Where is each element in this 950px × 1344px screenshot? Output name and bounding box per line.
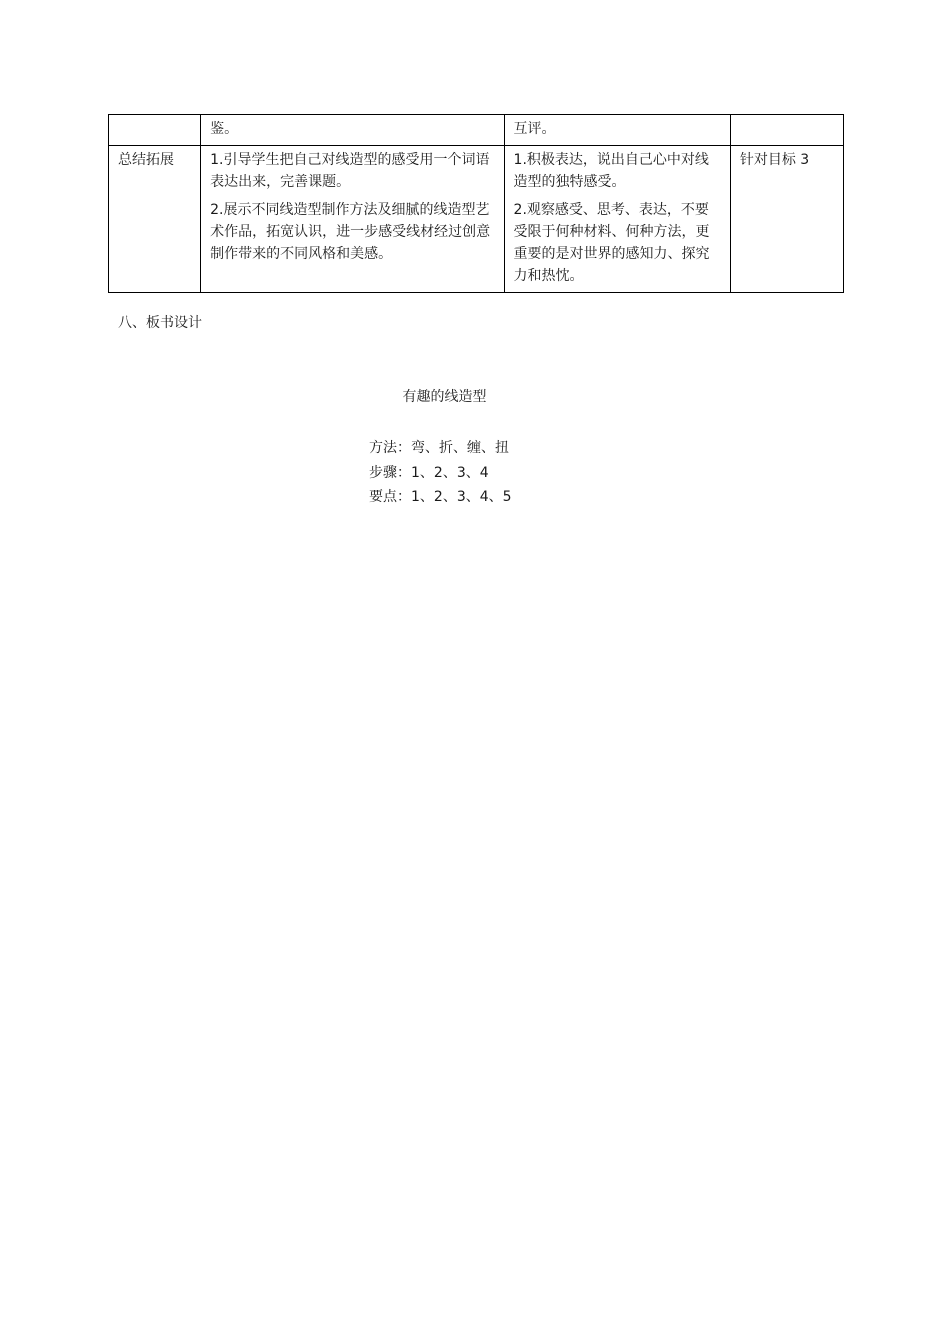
teacher-activity-text: 1.引导学生把自己对线造型的感受用一个词语表达出来，完善课题。	[210, 152, 490, 190]
table-row	[109, 115, 844, 146]
board-line-method: 方法：弯、折、缠、扭	[369, 440, 509, 456]
section-heading: 八、板书设计	[118, 315, 202, 331]
teacher-activity-cell	[201, 115, 504, 146]
teacher-activity-text: 鉴。	[210, 121, 239, 137]
student-activity-text: 1.积极表达，说出自己心中对线造型的独特感受。	[513, 152, 709, 190]
student-activity-text: 2.观察感受、思考、表达，不要受限于何种材料、何种方法，更重要的是对世界的感知力、探究力和热忱。	[513, 202, 710, 284]
student-activity-cell	[504, 115, 730, 146]
stage-cell	[109, 115, 201, 146]
table-row	[109, 146, 844, 293]
teacher-activity-text: 2.展示不同线造型制作方法及细腻的线造型艺术作品，拓宽认识，进一步感受线材经过创意制作带来的不同风格和美感。	[210, 202, 491, 262]
lesson-table	[108, 114, 844, 293]
teacher-activity-cell	[201, 146, 504, 293]
board-title: 有趣的线造型	[402, 389, 487, 405]
student-activity-text: 互评。	[513, 121, 556, 137]
goal-cell	[730, 115, 843, 146]
goal-cell: 针对目标 3	[730, 146, 843, 293]
stage-cell: 总结拓展	[109, 146, 201, 293]
board-line-key-points: 要点：1、2、3、4、5	[369, 489, 512, 505]
board-lines	[369, 436, 512, 510]
board-line-steps: 步骤：1、2、3、4	[369, 464, 489, 481]
student-activity-cell	[504, 146, 730, 293]
